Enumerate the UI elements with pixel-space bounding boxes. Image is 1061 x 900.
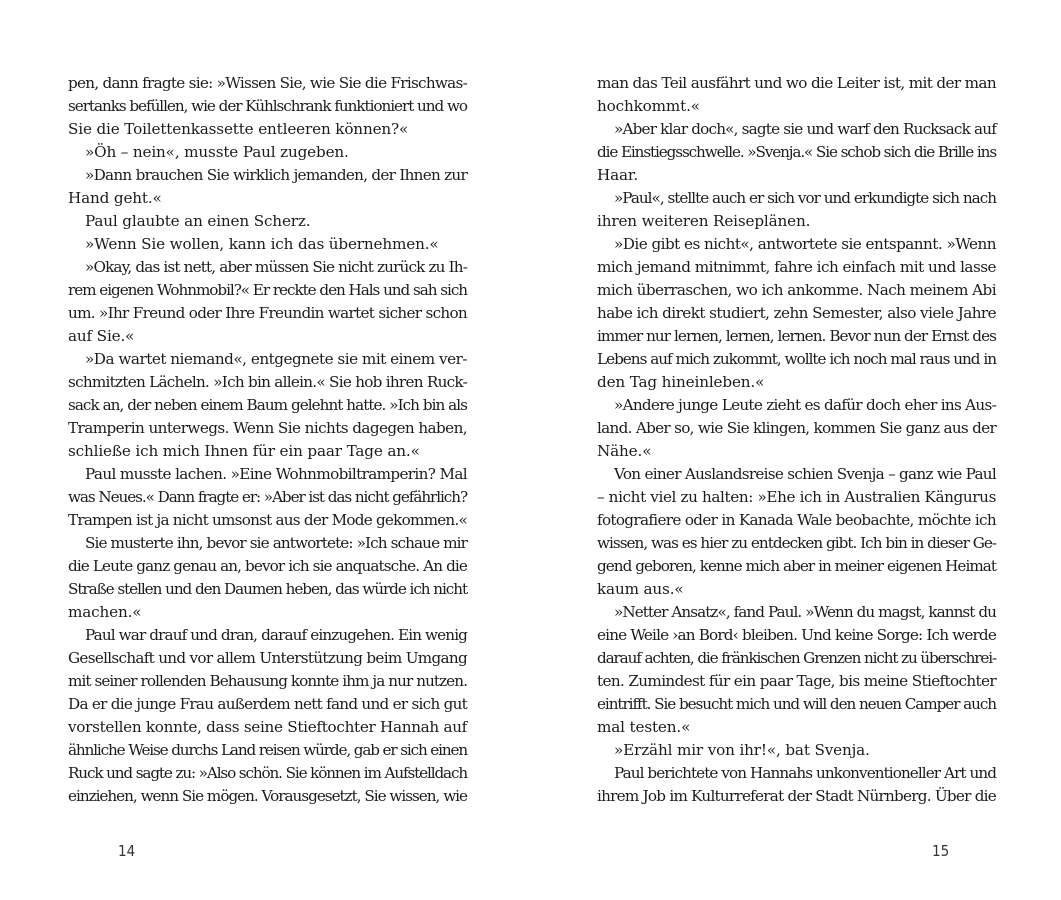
page-number-left: 14 [118,842,136,860]
text-line: schließe ich mich Ihnen für ein paar Tage an.« [68,442,420,460]
text-line: »Dann brauchen Sie wirklich jemanden, der Ihnen zur [85,166,468,184]
text-line: die Leute ganz genau an, bevor ich sie anquatsche. An die [68,557,467,575]
text-line: kaum aus.« [597,580,684,598]
text-line: fotografiere oder in Kanada Wale beobachte, möchte ich [597,511,996,529]
text-line: sack an, der neben einem Baum gelehnt hatte. »Ich bin als [68,396,467,414]
text-line: »Die gibt es nicht«, antwortete sie entspannt. »Wenn [614,235,996,253]
text-line: habe ich direkt studiert, zehn Semester, also viele Jahre [597,304,996,322]
text-line: Gesellschaft und vor allem Unterstützung beim Umgang [68,649,467,667]
text-line: »Da wartet niemand«, entgegnete sie mit einem ver- [85,350,467,368]
text-line: darauf achten, die fränkischen Grenzen nicht zu überschrei- [597,649,996,667]
text-line: land. Aber so, wie Sie klingen, kommen Sie ganz aus der [597,419,996,437]
text-line: was Neues.« Dann fragte er: »Aber ist das nicht gefährlich? [68,488,468,506]
text-line: Tramperin unterwegs. Wenn Sie nichts dagegen haben, [68,419,468,437]
text-line: »Netter Ansatz«, fand Paul. »Wenn du magst, kannst du [614,603,996,621]
text-line: rem eigenen Wohnmobil?« Er reckte den Hals und sah sich [68,281,468,299]
text-line: – nicht viel zu halten: »Ehe ich in Australien Kängurus [597,488,996,506]
text-line: wissen, was es hier zu entdecken gibt. Ich bin in dieser Ge- [597,534,996,552]
text-line: hochkommt.« [597,97,700,115]
text-line: Haar. [597,166,639,184]
left-page-text [68,72,467,808]
text-line: Paul war drauf und dran, darauf einzugehen. Ein wenig [85,626,468,644]
text-line: einziehen, wenn Sie mögen. Vorausgesetzt, Sie wissen, wie [68,787,468,805]
right-page-text [597,72,996,808]
text-line: man das Teil ausfährt und wo die Leiter ist, mit der man [597,74,996,92]
text-line: mich überraschen, wo ich ankomme. Nach meinem Abi [597,281,997,299]
text-line: »Öh – nein«, musste Paul zugeben. [85,143,349,161]
text-line: ten. Zumindest für ein paar Tage, bis meine Stieftochter [597,672,996,690]
text-line: Hand geht.« [68,189,162,207]
text-line: »Paul«, stellte auch er sich vor und erkundigte sich nach [614,189,996,207]
text-line: Lebens auf mich zukommt, wollte ich noch mal raus und in [597,350,996,368]
page-number-right: 15 [932,842,950,860]
text-line: »Andere junge Leute zieht es dafür doch eher ins Aus- [614,396,996,414]
text-line: »Wenn Sie wollen, kann ich das übernehmen.« [85,235,439,253]
text-line: Paul musste lachen. »Eine Wohnmobiltramperin? Mal [85,465,468,483]
text-line: »Aber klar doch«, sagte sie und warf den Rucksack auf [614,120,996,138]
text-line: Trampen ist ja nicht umsonst aus der Mode gekommen.« [68,511,468,529]
text-line: schmitzten Lächeln. »Ich bin allein.« Sie hob ihren Ruck- [68,373,467,391]
text-line: Sie die Toilettenkassette entleeren können?« [68,120,409,138]
text-line: gend geboren, kenne mich aber in meiner eigenen Heimat [597,557,996,575]
text-line: ihren weiteren Reiseplänen. [597,212,811,230]
text-line: Da er die junge Frau außerdem nett fand und er sich gut [68,695,467,713]
text-line: immer nur lernen, lernen, lernen. Bevor nun der Ernst des [597,327,996,345]
text-line: sertanks befüllen, wie der Kühlschrank funktioniert und wo [68,97,468,115]
text-line: Sie musterte ihn, bevor sie antwortete: »Ich schaue mir [85,534,468,552]
text-line: um. »Ihr Freund oder Ihre Freundin wartet sicher schon [68,304,468,322]
text-line: Straße stellen und den Daumen heben, das würde ich nicht [68,580,468,598]
text-line: Paul glaubte an einen Scherz. [85,212,311,230]
text-line: Von einer Auslandsreise schien Svenja – ganz wie Paul [614,465,996,483]
text-line: mich jemand mitnimmt, fahre ich einfach mit und lasse [597,258,996,276]
text-line: »Erzähl mir von ihr!«, bat Svenja. [614,741,870,759]
text-line: Paul berichtete von Hannahs unkonventioneller Art und [614,764,997,782]
text-line: eintrifft. Sie besucht mich und will den neuen Camper auch [597,695,997,713]
text-line: »Okay, das ist nett, aber müssen Sie nicht zurück zu Ih- [85,258,467,276]
text-line: ihrem Job im Kulturreferat der Stadt Nürnberg. Über die [597,787,996,805]
text-line: den Tag hineinleben.« [597,373,765,391]
text-line: mal testen.« [597,718,691,736]
text-line: ähnliche Weise durchs Land reisen würde, gab er sich einen [68,741,467,759]
text-line: die Einstiegsschwelle. »Svenja.« Sie schob sich die Brille ins [597,143,996,161]
text-line: pen, dann fragte sie: »Wissen Sie, wie Sie die Frischwas- [68,74,467,92]
text-line: Ruck und sagte zu: »Also schön. Sie können im Aufstelldach [68,764,467,782]
text-line: machen.« [68,603,142,621]
text-line: mit seiner rollenden Behausung konnte ihm ja nur nutzen. [68,672,467,690]
text-line: eine Weile ›an Bord‹ bleiben. Und keine Sorge: Ich werde [597,626,996,644]
text-line: vorstellen konnte, dass seine Stieftochter Hannah auf [68,718,467,736]
text-line: Nähe.« [597,442,652,460]
text-line: auf Sie.« [68,327,135,345]
